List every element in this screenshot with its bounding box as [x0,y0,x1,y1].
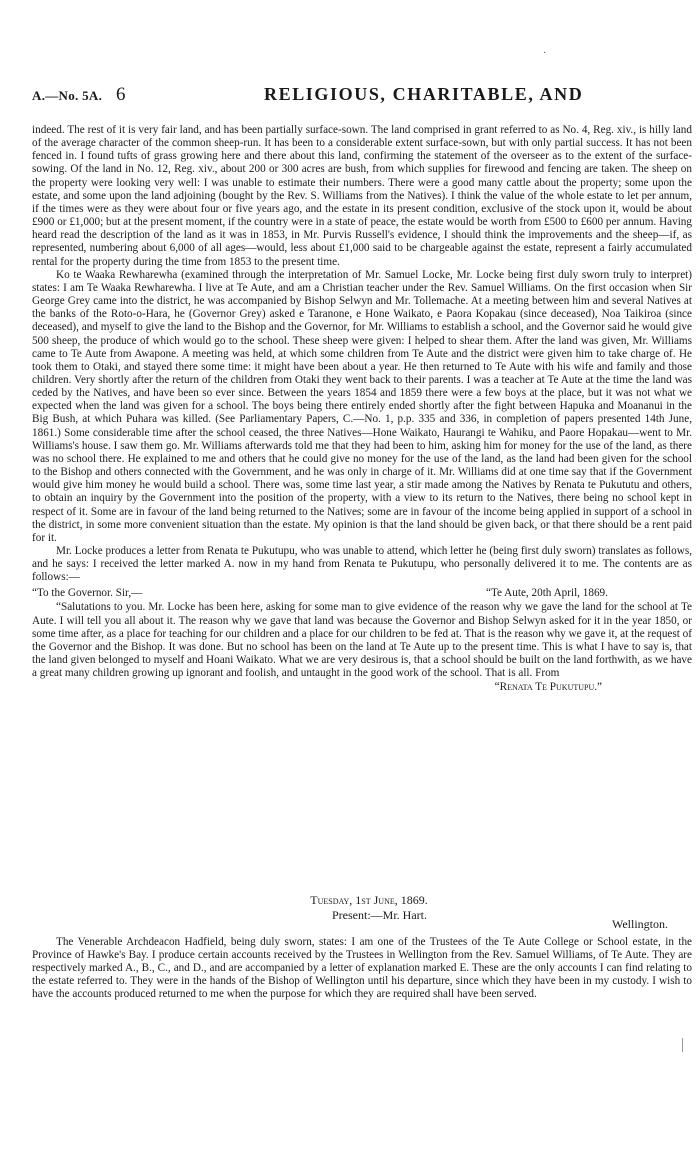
paragraph-hadfield-evidence: The Venerable Archdeacon Hadfield, being duly sworn, states: I am one of the Trustees of the Te Aute College or School estate, in the Province of Hawke's Bay. I produce certain accounts received by the Trustees in Wellington from the Rev. Samuel Williams, of Te Aute. They are respectively marked A., B., C., and D., and are accompanied by a letter of explanation marked E. These are the only accounts I can find relating to the estate referred to. They were in the hands of the Bishop of Wellington until his departure, since which they have been in my custody. I wish to have the accounts produced returned to me when the purpose for which they are required shall have been served. [32,935,692,1001]
page-number: 6 [116,84,126,105]
margin-tick [682,1038,683,1052]
present-line: Present:—Mr. Hart. [332,908,427,923]
running-title: RELIGIOUS, CHARITABLE, AND [264,84,584,104]
hearing-date: Tuesday, 1st June, 1869. [310,893,428,907]
paragraph-land-description: indeed. The rest of it is very fair land, and has been partially surface-sown. The land comprised in grant referred to as No. 4, Reg. xiv., is hilly land of the average character of the common sheep-run. It has been to a considerable extent surface-sown, but with only partial success. It has not been fenced in. I found tufts of grass growing here and there about this land, confirming the statement of the overseer as to the extent of the surface-sowing. Of the land in No. 12, Reg. xiv., about 200 or 300 acres are bush, from which supplies for firewood and fencing are taken. The sheep on the property were looking very well: I was unable to estimate their numbers. There were a good many cattle about the property; some upon the estate, and some upon the land adjoining (bought by the Rev. S. Williams from the Natives). I think the value of the whole estate to let per annum, if the times were as they were about four or five years ago, and the estate in its present condition, exclusive of the stock upon it, would be about £900 or £1,000; but at the present moment, if the country were in a state of peace, the estate would be worth from £500 to £600 per annum. Having heard read the description of the land as it was in 1853, in Mr. Purvis Russell's evidence, I should think the improvements and the sheep—if, as represented, numbering about 6,000 of all ages—would, less about £1,000 said to be chargeable against the estate, represent a fairly accumulated rental for the property during the time from 1853 to the present time. [32,124,692,268]
document-body [32,124,692,695]
letter-salutation: “To the Governor. Sir,— [32,587,143,600]
page-header [32,84,682,108]
letter-signature: “Renata Te Pukutupu.” [494,681,602,694]
letter-place-date: “Te Aute, 20th April, 1869. [486,587,608,600]
letter-header [32,587,692,601]
letter-body: “Salutations to you. Mr. Locke has been here, asking for some man to give evidence of the reason why we gave the land for the school at Te Aute. I will tell you all about it. The reason why we gave that land was because the Governor and Bishop Selwyn asked for it in the year 1850, or some time after, as a place for teaching for our children and a place for our children to be fed at. That is the reason why we gave it, at the request of the Governor and the Bishop. It was done. But no school has been on the land at Te Aute up to the present time. This is what I have to say is, that the land given belonged to myself and Hoani Waikato. What we are very desirous is, that a school should be built on the land forthwith, as we have a great many children growing up ignorant and foolish, and untaught in the good work of the school. That is all. From [32,601,692,680]
hearing-section [32,894,692,1002]
paragraph-locke-letter-intro: Mr. Locke produces a letter from Renata te Pukutupu, who was unable to attend, which letter he (being first duly sworn) translates as follows, and he says: I received the letter marked A. now in my hand from Renata te Pukutupu, who personally delivered it to me. The contents are as follows:— [32,545,692,584]
page-top-mark: · [543,48,547,59]
series-number: A.—No. 5A. [32,88,103,103]
paragraph-rewharewha-evidence: Ko te Waaka Rewharewha (examined through the interpretation of Mr. Samuel Locke, Mr. Locke being first duly sworn truly to interpret) states: I am Te Waaka Rewharewha. I live at Te Aute, and am a Christian teacher under the Rev. Samuel Williams. On the first occasion when Sir George Grey came into the district, he was accompanied by Bishop Selwyn and Mr. Tollemache. At a meeting between him and several Natives at the banks of the Roto-o-Hara, he (Governor Grey) asked e Taranone, e Hone Waikato, e Paora Kopakau (since deceased), Noa Taikiroa (since deceased), and myself to give the land to the Bishop and the Governor, for Mr. Williams to establish a school, and the Governor said he would give 500 sheep, the produce of which would go to the school. These sheep were given: I helped to shear them. After the land was given, Mr. Williams came to Te Aute from Awapone. A meeting was held, at which some children from Te Aute and the district were given him to take charge of. He took them to Otaki, and stayed there some time: it might have been about a year. He then returned to Te Aute with his wife and family and those children. Very shortly after the return of the children from Otaki they went back to their parents. I was a teacher at Te Aute at the time the land was ceded by the Natives, and have been so ever since. Between the years 1854 and 1859 there were a few boys at the place, but it was not what we expected when the land was given for a school. The boys being there entirely ended shortly after the fight between Hapuka and Moananui in the Big Bush, at which Puhara was killed. (See Parliamentary Papers, C.—No. 1, p.p. 335 and 336, in completion of papers presented 14th June, 1861.) Some considerable time after the school ceased, the three Natives—Hone Waikato, Haurangi te Wahiku, and Paore Hopakau—went to Mr. Williams's house. I saw them go. Mr. Williams afterwards told me that they had been to him, asking him for money for the use of the land, as there was no school there. He explained to me and others that he could give no money for the use of the land, as the land had been given for the school to the Bishop and others connected with the Government, and he was only in charge of it. Mr. Williams did at one time say that if the Government would give him money he would build a school. There was, some time last year, a stir made among the Natives by Renata te Pukututu and others, to obtain an inquiry by the Government into the position of the property, with a view to its return to the Natives, there being no school kept in respect of it. Some are in favour of the land being returned to the Natives; some are in favour of the income being applied in support of a school in the district, in some more convenient situation than the estate. My opinion is that the land should be given back, or that there should be a rent paid for it. [32,268,692,544]
hearing-place: Wellington. [611,917,668,932]
